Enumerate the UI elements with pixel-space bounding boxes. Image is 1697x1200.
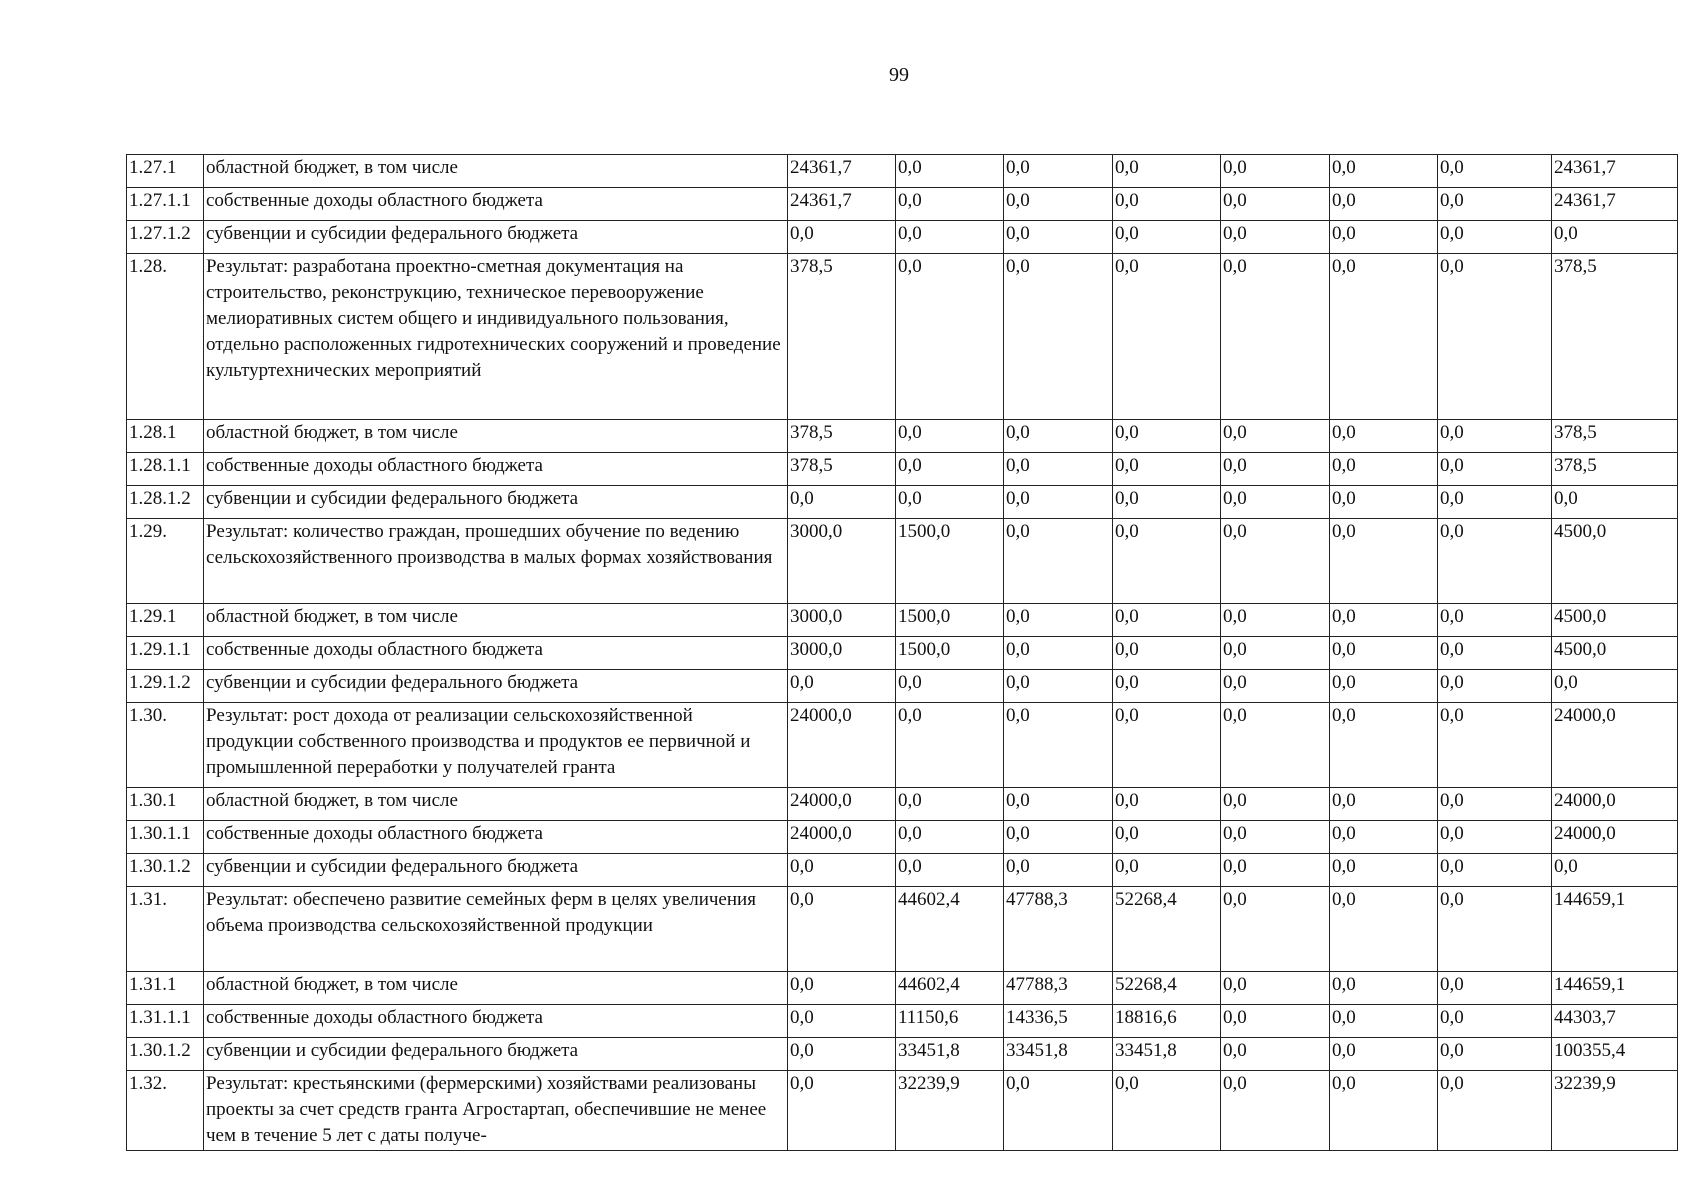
row-year-value: 0,0 xyxy=(1330,703,1438,788)
row-description: субвенции и субсидии федерального бюджета xyxy=(204,486,788,519)
row-code: 1.30.1.1 xyxy=(127,821,204,854)
row-year-value: 0,0 xyxy=(1438,155,1552,188)
row-description: собственные доходы областного бюджета xyxy=(204,1005,788,1038)
row-description: субвенции и субсидии федерального бюджета xyxy=(204,854,788,887)
row-year-value: 24000,0 xyxy=(788,821,896,854)
table-row xyxy=(127,887,1678,972)
row-year-value: 378,5 xyxy=(788,254,896,420)
row-year-value: 0,0 xyxy=(896,854,1004,887)
row-year-value: 0,0 xyxy=(1438,486,1552,519)
row-year-value: 0,0 xyxy=(1221,486,1330,519)
row-code: 1.27.1.2 xyxy=(127,221,204,254)
row-year-value: 0,0 xyxy=(1113,420,1221,453)
row-year-value: 0,0 xyxy=(1004,221,1113,254)
row-description: областной бюджет, в том числе xyxy=(204,604,788,637)
row-year-value: 0,0 xyxy=(788,1071,896,1151)
row-code: 1.30.1.2 xyxy=(127,854,204,887)
row-total-value: 24361,7 xyxy=(1552,155,1678,188)
table-row xyxy=(127,703,1678,788)
table-row xyxy=(127,155,1678,188)
row-year-value: 0,0 xyxy=(1221,604,1330,637)
row-total-value: 144659,1 xyxy=(1552,972,1678,1005)
table-row xyxy=(127,972,1678,1005)
row-year-value: 0,0 xyxy=(896,155,1004,188)
row-total-value: 24000,0 xyxy=(1552,703,1678,788)
row-year-value: 0,0 xyxy=(896,670,1004,703)
row-year-value: 0,0 xyxy=(1438,1038,1552,1071)
table-row xyxy=(127,670,1678,703)
table-row xyxy=(127,637,1678,670)
table-row xyxy=(127,221,1678,254)
row-code: 1.29.1.1 xyxy=(127,637,204,670)
row-year-value: 0,0 xyxy=(1330,887,1438,972)
row-description: Результат: разработана проектно-сметная документация на строительство, реконструкцию, техническое перевооружение мелиоративных систем общего и индивидуального пользования, отдельно расположенных гидротехнических сооружений и проведение культуртехнических мероприятий xyxy=(204,254,788,420)
row-year-value: 0,0 xyxy=(1330,821,1438,854)
row-code: 1.29.1 xyxy=(127,604,204,637)
row-year-value: 0,0 xyxy=(896,221,1004,254)
row-year-value: 1500,0 xyxy=(896,519,1004,604)
row-year-value: 0,0 xyxy=(788,1005,896,1038)
row-year-value: 14336,5 xyxy=(1004,1005,1113,1038)
row-year-value: 3000,0 xyxy=(788,637,896,670)
row-code: 1.28.1.2 xyxy=(127,486,204,519)
row-year-value: 0,0 xyxy=(1330,453,1438,486)
row-year-value: 0,0 xyxy=(1438,420,1552,453)
row-year-value: 0,0 xyxy=(1438,254,1552,420)
row-year-value: 0,0 xyxy=(1004,188,1113,221)
table-row xyxy=(127,486,1678,519)
table-row xyxy=(127,604,1678,637)
row-year-value: 0,0 xyxy=(1330,254,1438,420)
table-row xyxy=(127,453,1678,486)
row-year-value: 11150,6 xyxy=(896,1005,1004,1038)
row-year-value: 3000,0 xyxy=(788,519,896,604)
row-year-value: 33451,8 xyxy=(1113,1038,1221,1071)
row-year-value: 0,0 xyxy=(1113,670,1221,703)
row-year-value: 0,0 xyxy=(1221,972,1330,1005)
row-year-value: 0,0 xyxy=(1221,1038,1330,1071)
row-year-value: 0,0 xyxy=(1221,155,1330,188)
row-year-value: 0,0 xyxy=(1330,1071,1438,1151)
row-year-value: 0,0 xyxy=(1004,1071,1113,1151)
row-year-value: 44602,4 xyxy=(896,972,1004,1005)
row-code: 1.29.1.2 xyxy=(127,670,204,703)
row-code: 1.28.1 xyxy=(127,420,204,453)
row-year-value: 0,0 xyxy=(1438,453,1552,486)
row-year-value: 0,0 xyxy=(1113,703,1221,788)
row-year-value: 0,0 xyxy=(1004,670,1113,703)
row-year-value: 0,0 xyxy=(896,486,1004,519)
row-year-value: 0,0 xyxy=(1221,788,1330,821)
row-year-value: 0,0 xyxy=(1438,972,1552,1005)
row-year-value: 0,0 xyxy=(1113,604,1221,637)
row-year-value: 0,0 xyxy=(1113,188,1221,221)
row-year-value: 0,0 xyxy=(1330,221,1438,254)
row-year-value: 0,0 xyxy=(1438,1071,1552,1151)
row-total-value: 4500,0 xyxy=(1552,604,1678,637)
row-total-value: 44303,7 xyxy=(1552,1005,1678,1038)
row-year-value: 0,0 xyxy=(1221,854,1330,887)
row-code: 1.29. xyxy=(127,519,204,604)
row-year-value: 47788,3 xyxy=(1004,887,1113,972)
row-year-value: 0,0 xyxy=(1330,188,1438,221)
row-year-value: 0,0 xyxy=(896,821,1004,854)
row-year-value: 0,0 xyxy=(1004,254,1113,420)
row-year-value: 24361,7 xyxy=(788,155,896,188)
row-year-value: 0,0 xyxy=(1004,519,1113,604)
row-year-value: 0,0 xyxy=(1330,854,1438,887)
row-year-value: 0,0 xyxy=(1438,221,1552,254)
row-code: 1.31.1.1 xyxy=(127,1005,204,1038)
table-row xyxy=(127,1071,1678,1151)
row-year-value: 0,0 xyxy=(1004,486,1113,519)
row-year-value: 0,0 xyxy=(788,887,896,972)
row-year-value: 0,0 xyxy=(1221,1071,1330,1151)
row-year-value: 0,0 xyxy=(1004,453,1113,486)
row-year-value: 0,0 xyxy=(896,788,1004,821)
row-year-value: 0,0 xyxy=(1438,1005,1552,1038)
row-year-value: 0,0 xyxy=(1221,221,1330,254)
row-total-value: 378,5 xyxy=(1552,254,1678,420)
row-year-value: 0,0 xyxy=(1438,854,1552,887)
row-year-value: 0,0 xyxy=(1221,821,1330,854)
row-description: собственные доходы областного бюджета xyxy=(204,637,788,670)
row-description: областной бюджет, в том числе xyxy=(204,972,788,1005)
row-year-value: 0,0 xyxy=(1438,519,1552,604)
row-year-value: 0,0 xyxy=(1221,637,1330,670)
row-year-value: 0,0 xyxy=(788,221,896,254)
row-year-value: 0,0 xyxy=(1113,254,1221,420)
row-year-value: 52268,4 xyxy=(1113,887,1221,972)
row-year-value: 0,0 xyxy=(1221,420,1330,453)
row-year-value: 0,0 xyxy=(1221,453,1330,486)
row-year-value: 18816,6 xyxy=(1113,1005,1221,1038)
row-year-value: 0,0 xyxy=(1330,1038,1438,1071)
row-year-value: 1500,0 xyxy=(896,604,1004,637)
row-year-value: 0,0 xyxy=(1221,703,1330,788)
row-code: 1.30.1.2 xyxy=(127,1038,204,1071)
row-code: 1.27.1 xyxy=(127,155,204,188)
row-total-value: 24000,0 xyxy=(1552,788,1678,821)
row-year-value: 0,0 xyxy=(1221,188,1330,221)
row-code: 1.28.1.1 xyxy=(127,453,204,486)
row-total-value: 144659,1 xyxy=(1552,887,1678,972)
row-year-value: 0,0 xyxy=(1113,821,1221,854)
row-year-value: 0,0 xyxy=(896,188,1004,221)
row-total-value: 24000,0 xyxy=(1552,821,1678,854)
row-year-value: 0,0 xyxy=(1438,703,1552,788)
table-row xyxy=(127,1005,1678,1038)
row-description: собственные доходы областного бюджета xyxy=(204,821,788,854)
row-year-value: 378,5 xyxy=(788,420,896,453)
row-year-value: 0,0 xyxy=(1438,637,1552,670)
row-year-value: 0,0 xyxy=(1004,703,1113,788)
table-body xyxy=(127,155,1678,1151)
row-year-value: 0,0 xyxy=(788,972,896,1005)
row-total-value: 4500,0 xyxy=(1552,519,1678,604)
row-total-value: 378,5 xyxy=(1552,453,1678,486)
row-year-value: 0,0 xyxy=(1330,788,1438,821)
row-year-value: 24361,7 xyxy=(788,188,896,221)
row-year-value: 0,0 xyxy=(1004,155,1113,188)
table-row xyxy=(127,420,1678,453)
row-year-value: 1500,0 xyxy=(896,637,1004,670)
row-year-value: 0,0 xyxy=(1113,486,1221,519)
row-year-value: 0,0 xyxy=(896,703,1004,788)
row-description: субвенции и субсидии федерального бюджета xyxy=(204,1038,788,1071)
row-code: 1.28. xyxy=(127,254,204,420)
row-year-value: 0,0 xyxy=(1113,453,1221,486)
row-year-value: 0,0 xyxy=(1438,188,1552,221)
row-code: 1.30.1 xyxy=(127,788,204,821)
row-year-value: 0,0 xyxy=(1330,670,1438,703)
table-row xyxy=(127,821,1678,854)
row-description: Результат: обеспечено развитие семейных ферм в целях увеличения объема производства сельскохозяйственной продукции xyxy=(204,887,788,972)
row-year-value: 44602,4 xyxy=(896,887,1004,972)
table-row xyxy=(127,519,1678,604)
table-row xyxy=(127,854,1678,887)
row-year-value: 47788,3 xyxy=(1004,972,1113,1005)
row-year-value: 33451,8 xyxy=(896,1038,1004,1071)
table-row xyxy=(127,188,1678,221)
row-description: собственные доходы областного бюджета xyxy=(204,188,788,221)
row-total-value: 0,0 xyxy=(1552,854,1678,887)
row-year-value: 0,0 xyxy=(1330,972,1438,1005)
row-description: Результат: количество граждан, прошедших обучение по ведению сельскохозяйственного производства в малых формах хозяйствования xyxy=(204,519,788,604)
row-year-value: 0,0 xyxy=(1004,854,1113,887)
row-year-value: 0,0 xyxy=(1330,604,1438,637)
row-year-value: 0,0 xyxy=(1004,637,1113,670)
row-code: 1.31. xyxy=(127,887,204,972)
row-year-value: 0,0 xyxy=(1438,604,1552,637)
row-year-value: 0,0 xyxy=(1221,670,1330,703)
row-description: собственные доходы областного бюджета xyxy=(204,453,788,486)
row-code: 1.30. xyxy=(127,703,204,788)
row-year-value: 0,0 xyxy=(1330,519,1438,604)
row-year-value: 0,0 xyxy=(1113,155,1221,188)
row-description: Результат: крестьянскими (фермерскими) хозяйствами реализованы проекты за счет средств гранта Агростартап, обеспечившие не менее чем в течение 5 лет с даты получе- xyxy=(204,1071,788,1151)
budget-table xyxy=(126,154,1678,1151)
row-year-value: 0,0 xyxy=(896,254,1004,420)
row-year-value: 24000,0 xyxy=(788,788,896,821)
table-row xyxy=(127,1038,1678,1071)
row-year-value: 0,0 xyxy=(1221,254,1330,420)
row-year-value: 32239,9 xyxy=(896,1071,1004,1151)
row-year-value: 0,0 xyxy=(1221,519,1330,604)
row-year-value: 0,0 xyxy=(896,420,1004,453)
row-total-value: 0,0 xyxy=(1552,486,1678,519)
row-year-value: 0,0 xyxy=(1113,637,1221,670)
row-year-value: 0,0 xyxy=(1438,887,1552,972)
row-year-value: 0,0 xyxy=(1113,1071,1221,1151)
row-year-value: 0,0 xyxy=(1113,854,1221,887)
row-description: областной бюджет, в том числе xyxy=(204,155,788,188)
row-year-value: 0,0 xyxy=(1004,788,1113,821)
row-year-value: 0,0 xyxy=(1113,788,1221,821)
row-description: субвенции и субсидии федерального бюджета xyxy=(204,221,788,254)
row-year-value: 0,0 xyxy=(1113,519,1221,604)
row-total-value: 24361,7 xyxy=(1552,188,1678,221)
row-code: 1.27.1.1 xyxy=(127,188,204,221)
row-year-value: 0,0 xyxy=(1438,670,1552,703)
table-row xyxy=(127,254,1678,420)
row-year-value: 33451,8 xyxy=(1004,1038,1113,1071)
row-description: областной бюджет, в том числе xyxy=(204,788,788,821)
row-description: Результат: рост дохода от реализации сельскохозяйственной продукции собственного производства и продуктов ее первичной и промышленной переработки у получателей гранта xyxy=(204,703,788,788)
row-total-value: 378,5 xyxy=(1552,420,1678,453)
row-year-value: 0,0 xyxy=(1330,486,1438,519)
row-year-value: 0,0 xyxy=(1221,887,1330,972)
row-total-value: 32239,9 xyxy=(1552,1071,1678,1151)
row-code: 1.32. xyxy=(127,1071,204,1151)
row-year-value: 52268,4 xyxy=(1113,972,1221,1005)
row-year-value: 3000,0 xyxy=(788,604,896,637)
row-year-value: 0,0 xyxy=(788,486,896,519)
row-year-value: 378,5 xyxy=(788,453,896,486)
row-year-value: 0,0 xyxy=(896,453,1004,486)
row-year-value: 0,0 xyxy=(788,1038,896,1071)
row-year-value: 0,0 xyxy=(1004,821,1113,854)
row-year-value: 0,0 xyxy=(1330,1005,1438,1038)
row-total-value: 0,0 xyxy=(1552,221,1678,254)
row-code: 1.31.1 xyxy=(127,972,204,1005)
row-year-value: 0,0 xyxy=(1438,788,1552,821)
row-year-value: 0,0 xyxy=(1330,637,1438,670)
row-total-value: 100355,4 xyxy=(1552,1038,1678,1071)
row-description: субвенции и субсидии федерального бюджета xyxy=(204,670,788,703)
row-total-value: 4500,0 xyxy=(1552,637,1678,670)
row-year-value: 0,0 xyxy=(1004,420,1113,453)
row-year-value: 0,0 xyxy=(1438,821,1552,854)
row-year-value: 24000,0 xyxy=(788,703,896,788)
row-year-value: 0,0 xyxy=(1330,155,1438,188)
row-year-value: 0,0 xyxy=(1221,1005,1330,1038)
row-description: областной бюджет, в том числе xyxy=(204,420,788,453)
row-total-value: 0,0 xyxy=(1552,670,1678,703)
row-year-value: 0,0 xyxy=(788,854,896,887)
row-year-value: 0,0 xyxy=(1004,604,1113,637)
row-year-value: 0,0 xyxy=(1113,221,1221,254)
table-row xyxy=(127,788,1678,821)
row-year-value: 0,0 xyxy=(788,670,896,703)
row-year-value: 0,0 xyxy=(1330,420,1438,453)
page-number: 99 xyxy=(889,64,909,86)
